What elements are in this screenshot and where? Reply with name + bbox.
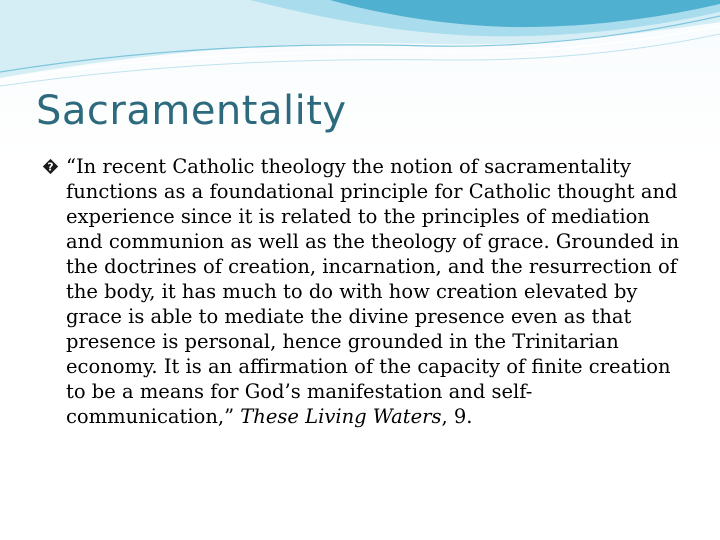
- svg-text:?: ?: [47, 160, 54, 174]
- header-wave-decoration: [0, 0, 720, 90]
- bullet-paragraph: [42, 154, 690, 429]
- quote-text: “In recent Catholic theology the notion of sacramentality functions as a foundational principle for Catholic thought and experience since it is related to the principles of mediation and communion as well as the theology of grace. Grounded in the doctrines of creation, incarnation, and the resurrection of the body, it has much to do with how creation elevated by grace is able to mediate the divine presence even as that presence is personal, hence grounded in the Trinitarian economy. It is an affirmation of the capacity of finite creation to be a means for God’s manifestation and self-communication,”: [66, 155, 680, 428]
- missing-glyph-icon: [42, 158, 59, 175]
- slide-title: Sacramentality: [36, 88, 347, 134]
- citation-page: , 9.: [441, 405, 473, 428]
- body-content: [42, 154, 690, 429]
- citation-title: These Living Waters: [240, 405, 442, 428]
